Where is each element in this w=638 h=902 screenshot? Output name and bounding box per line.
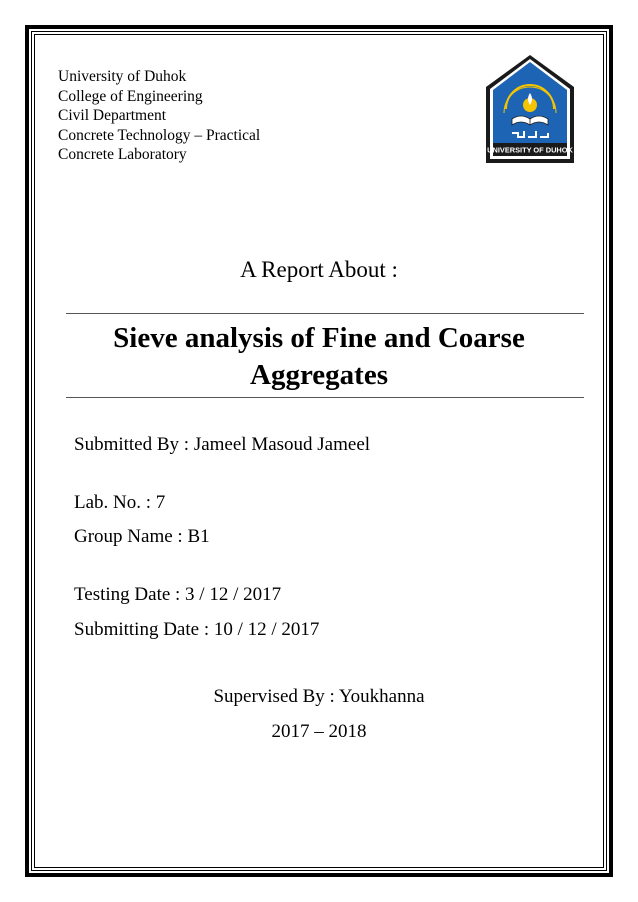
academic-year: 2017 – 2018 xyxy=(271,721,367,742)
laboratory-name: Concrete Laboratory xyxy=(58,146,187,164)
course-name: Concrete Technology – Practical xyxy=(58,126,261,144)
group-name: Group Name : B1 xyxy=(74,526,210,547)
submitting-date: Submitting Date : 10 / 12 / 2017 xyxy=(74,619,320,640)
logo-caption: UNIVERSITY OF DUHOK xyxy=(487,145,573,155)
lab-number: Lab. No. : 7 xyxy=(74,492,166,513)
supervised-by: Supervised By : Youkhanna xyxy=(213,686,425,707)
report-title-line-2: Aggregates xyxy=(250,359,388,391)
college-name: College of Engineering xyxy=(58,87,203,105)
title-rule-bottom xyxy=(66,397,584,398)
institution-header xyxy=(58,67,260,165)
report-intro: A Report About : xyxy=(240,257,398,282)
testing-date: Testing Date : 3 / 12 / 2017 xyxy=(74,584,282,605)
university-of-duhok-logo xyxy=(484,53,576,165)
submitted-by: Submitted By : Jameel Masoud Jameel xyxy=(74,434,371,455)
department-name: Civil Department xyxy=(58,107,167,125)
report-title xyxy=(60,320,578,394)
university-name: University of Duhok xyxy=(58,68,187,85)
title-rule-top xyxy=(66,313,584,314)
report-title-line-1: Sieve analysis of Fine and Coarse xyxy=(113,322,525,354)
